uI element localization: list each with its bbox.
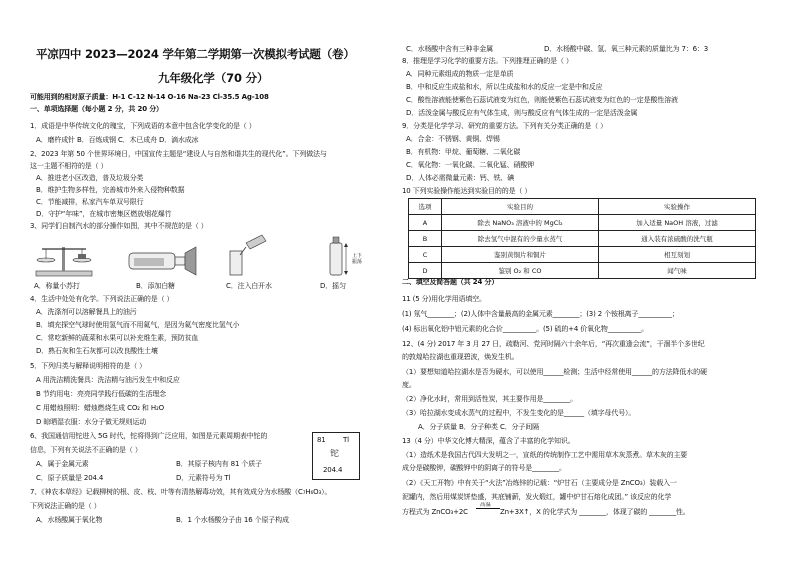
q5-option-c: C 用蜡烛照明：蜡烛燃烧生成 CO₂ 和 H₂O [36, 404, 164, 412]
q4-option-a: A．洗涤剂可以溶解餐具上的油污 [36, 308, 137, 316]
table-cell: 通入装有浓硫酸的洗气瓶 [599, 231, 756, 247]
q9-option-b: B．有机物：甲烷、葡萄糖、二氧化碳 [406, 148, 521, 156]
table-row [409, 215, 756, 231]
section2-heading: 二、填空及简答题（共 24 分） [402, 278, 499, 286]
table-row [409, 231, 756, 247]
q3-figures [34, 233, 394, 279]
q2-option-b: B．维护生物多样性，完善城市外来入侵物种数据 [36, 186, 185, 194]
q7-stem-2: 下列说法正确的是（ ） [30, 502, 101, 510]
q6-option-b: B．其原子核内有 81 个质子 [176, 460, 262, 468]
element-symbol: Tl [343, 436, 349, 444]
table-header-cell: 实验操作 [599, 199, 756, 215]
q8-option-d: D．活泼金属与酸反应有气体生成，则与酸反应有气体生成的一定是活泼金属 [406, 109, 638, 117]
q1-stem: 1．成语是中华传统文化的瑰宝，下列成语的本意中包含化学变化的是（ ） [30, 122, 256, 130]
q11-line-2: (4) 标出氧化铝中铝元素的化合价__________。(5) 硫的+4 价氧化物__________。 [402, 325, 649, 333]
table-cell: 除去 NaNO₃ 溶液中的 MgCl₂ [442, 215, 599, 231]
equation-arrow-line [476, 508, 500, 509]
table-cell: 加入适量 NaOH 溶液，过滤 [599, 215, 756, 231]
table-cell: 鉴别黄铜片和铜片 [442, 247, 599, 263]
table-header-cell: 实验目的 [442, 199, 599, 215]
q3-option-a: A．称量小苏打 [34, 282, 80, 290]
q10-stem: 10 下列实验操作能达到实验目的的是（ ） [402, 187, 532, 195]
q11-stem: 11 (5 分)用化学用语填空。 [402, 295, 486, 303]
q7-stem-1: 7、《神农本草经》记载柳树的根、皮、枝、叶等有清热解毒功效，其有效成分为水杨酸（C₇H₆O₃）。 [30, 488, 332, 496]
q12-stem: 12、(4 分) 2017 年 3 月 27 日，疏勒河、党河时隔六十余年后，“再次重逢会流”，干涸半个多世纪 [402, 340, 705, 348]
q8-option-b: B．中和反应生成盐和水，所以生成盐和水的反应一定是中和反应 [406, 83, 603, 91]
q8-option-a: A．同种元素组成的物质一定是单质 [406, 70, 514, 78]
section1-heading: 一、单项选择题（每小题 2 分，共 20 分） [30, 105, 163, 113]
q7-option-d: D．水杨酸中碳、氢、氧三种元素的质量比为 7：6：3 [544, 45, 709, 53]
q5-option-b: B 节约用电：亮亮同学践行低碳的生活理念 [36, 390, 167, 398]
q3-option-b: B．添加白糖 [136, 282, 175, 290]
element-cell [312, 432, 360, 480]
table-cell: 闻气味 [599, 263, 756, 279]
q2-option-d: D．守护“年味”，在城市密集区燃放烟花爆竹 [36, 210, 172, 218]
q6-option-d: D．元素符号为 Tl [176, 474, 231, 482]
table-cell: 除去氢气中混有的少量水蒸气 [442, 231, 599, 247]
q13-line-3: （2）《天工开物》中有关于“火法”冶炼锌的记载：“炉甘石（主要成分是 ZnCO₃）装载入一 [402, 479, 677, 487]
bottle-figure [129, 247, 196, 275]
q2-stem-2: 这一主题不相符的是（ ） [30, 162, 108, 170]
q13-equation-part-2: Zn+3X↑，X 的化学式为 ________，体现了碳的 ________性。 [500, 508, 690, 516]
q9-stem: 9．分类是化学学习、研究的重要方法。下列有关分类正确的是（ ） [402, 122, 608, 130]
table-header-row [409, 199, 756, 215]
pour-figure [230, 235, 266, 275]
q6-stem-1: 6、我国通信用铊进入 5G 时代，铊将得到广泛应用，如图是元素周期表中铊的 [30, 432, 268, 440]
shake-figure [330, 237, 348, 275]
q11-line-1: (1) 氖气________；(2)人体中含量最高的金属元素________；(3) 2 个铵根离子__________； [402, 310, 679, 318]
q3-option-d: D．摇匀 [320, 282, 346, 290]
reaction-condition: 高温 [480, 502, 491, 508]
exam-subtitle: 九年级化学（70 分） [158, 71, 269, 85]
q8-stem: 8．推理是学习化学的重要方法。下列推理正确的是（ ） [402, 57, 573, 65]
q8-option-c: C．酸性溶液能使紫色石蕊试液变为红色，则能使紫色石蕊试液变为红色的一定是酸性溶液 [406, 96, 678, 104]
table-row [409, 247, 756, 263]
table-header-cell: 选项 [409, 199, 442, 215]
table-row [409, 263, 756, 279]
q3-stem: 3、同学们自制汽水的部分操作如图，其中不规范的是（ ） [30, 222, 208, 230]
q7-option-b: B．1 个水杨酸分子由 16 个原子构成 [176, 516, 289, 524]
q2-option-a: A．推进老小区改造，普及垃圾分类 [36, 174, 144, 182]
q9-option-c: C．氧化物：一氧化碳、二氧化锰、硝酸钾 [406, 161, 535, 169]
q12-line-5: （2）净化水时，常用到活性炭，其主要作用是________。 [402, 395, 577, 403]
q12-line-3: （1）要想知道哈拉湖水是否为硬水，可以使用______检测；生活中经常使用______的方法降低水的硬 [402, 368, 707, 376]
exam-title: 平凉四中 2023—2024 学年第二学期第一次模拟考试题（卷） [36, 47, 355, 61]
q2-stem-1: 2、2023 年第 50 个世界环境日，中国宣传主题是“建设人与自然和谐共生的现代化”。下列做法与 [30, 150, 327, 158]
q6-option-c: C．原子质量是 204.4 [36, 474, 104, 482]
q13-line-1: （1）造纸术是我国古代四大发明之一，宣纸的传统制作工艺中需用草木灰蒸煮。草木灰的主要 [402, 451, 688, 459]
element-mass: 204.4 [323, 466, 343, 474]
q4-option-d: D．熟石灰和生石灰都可以改良酸性土壤 [36, 347, 158, 355]
q2-option-c: C．节能减排，私家汽车单双号限行 [36, 198, 144, 206]
element-name: 铊 [330, 449, 339, 459]
table-cell: 相互刻划 [599, 247, 756, 263]
q12-options: A．分子质量 B．分子种类 C．分子间隔 [418, 423, 539, 431]
q5-option-d: D 晾晒湿衣服：水分子做无规则运动 [36, 418, 147, 426]
table-cell: C [409, 247, 442, 263]
q6-stem-2: 信息，下列有关说法不正确的是（ ） [30, 446, 142, 454]
table-cell: 鉴别 O₂ 和 CO [442, 263, 599, 279]
q12-line-4: 度。 [402, 381, 416, 389]
q9-option-d: D．人体必需微量元素：钙、铁、碘 [406, 174, 514, 182]
q4-stem: 4．生活中处处有化学。下列说法正确的是（ ） [30, 295, 174, 303]
atomic-masses: 可能用到的相对原子质量：H-1 C-12 N-14 O-16 Na-23 Cl-35.5 Ag-108 [30, 93, 269, 101]
q7-option-a: A．水杨酸属于氧化物 [36, 516, 103, 524]
shake-label: 上下振荡 [352, 253, 362, 265]
q6-option-a: A．属于金属元素 [36, 460, 89, 468]
q1-options: A．磨杵成针 B．百炼成钢 C．木已成舟 D．滴水成冰 [36, 136, 199, 144]
q5-stem: 5．下列归类与解释说明相符的是（ ） [30, 362, 146, 370]
table-cell: D [409, 263, 442, 279]
q13-stem: 13（4 分）中华文化博大精深，蕴含了丰富的化学知识。 [402, 437, 575, 445]
q12-line-2: 的敦煌哈拉湖也重现碧波，焕发生机。 [402, 353, 519, 361]
q5-option-a: A 用洗洁精洗餐具：洗洁精与油污发生中和反应 [36, 376, 180, 384]
q12-line-6: （3）哈拉湖水变成水蒸气的过程中，不发生变化的是______（填字母代号）。 [402, 409, 636, 417]
table-cell: A [409, 215, 442, 231]
q9-option-a: A．合金：不锈钢、黄铜、焊锡 [406, 135, 500, 143]
q13-line-2: 成分是碳酸钾，碳酸钾中的阴离子的符号是________。 [402, 464, 566, 472]
q3-option-c: C．注入白开水 [226, 282, 272, 290]
table-cell: B [409, 231, 442, 247]
q4-option-c: C．常吃新鲜的蔬菜和水果可以补充维生素，预防贫血 [36, 334, 199, 342]
element-number: 81 [317, 436, 326, 444]
balance-figure [36, 247, 92, 276]
q13-equation-part-1: 方程式为 ZnCO₃+2C [402, 508, 468, 516]
q7-option-c: C．水杨酸中含有三种非金属 [406, 45, 493, 53]
q13-line-4: 泥罐内，然后用煤炭饼垫盛，其底铺薪，发火煅红，罐中炉甘石熔化成团。” 该反应的化学 [402, 493, 672, 501]
q10-table [408, 198, 756, 279]
q4-option-b: B．填充探空气球时使用氢气而不用氦气，是因为氦气密度比氢气小 [36, 321, 240, 329]
